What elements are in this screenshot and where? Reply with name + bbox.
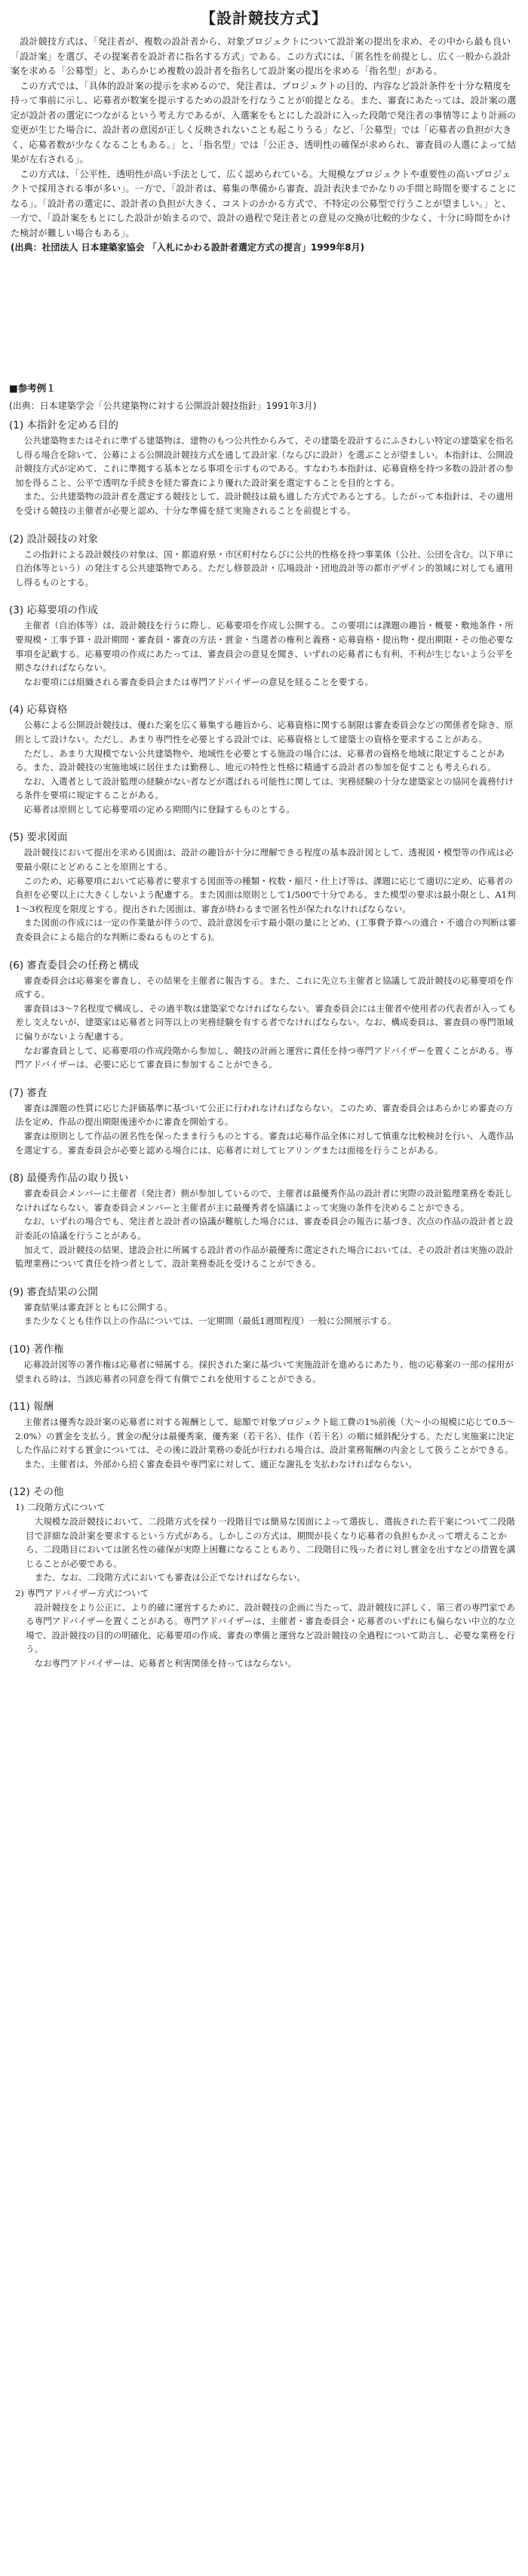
section-heading: (1) 本指針を定める目的 [9,419,118,431]
section-paragraph: 応募設計図等の著作権は応募者に帰属する。採択された案に基づいて実施設計を進めるにあたり、他の応募案の一部の採用が望まれる時は、当該応募者の同意を得て有償でこれを使用することができる。 [15,1359,514,1384]
document-title: 【設計競技方式】 [201,9,327,27]
reference-section [9,416,519,518]
section-heading: (9) 審査結果の公開 [9,1285,98,1298]
section-paragraph: この指針による設計競技の対象は、国・都道府県・市区町村ならびに公共的性格を持つ事業体（公社、公団を含む。以下単に自治体等という）の発注する公共建築物である。ただし修景設計・広場設計・団地設計等の都市デザイン的領域に対しても適用し得るものとする。 [15,548,514,588]
subsection-heading: 2) 専門アドバイザー方式について [15,1588,149,1599]
intro-paragraph: この方式は、「公平性、透明性が高い手法として、広く認められている。大規模なプロジェクトや重要性の高いプロジェクトで採用される事が多い」。一方で、「設計者は、募集の準備から審査、設計表決までかなりの手間と時間を要することになる」。「設計者の選定に、設計者の負担が大きく、コストのかかる方式で、不特定の公募型で行うことが望ましい。」と、一方で、「設計案をもとにした設計が始まるので、設計の過程で発注者との意見の交換が比較的少なく、十分に時間をかけた検討が難しい場合もある」。 [11,168,517,238]
section-body [9,846,519,944]
reference-section [9,701,519,816]
reference-heading: ■参考例１ [9,382,56,394]
section-body [9,974,519,1072]
section-paragraph: 審査員は3～7名程度で構成し、その過半数は建築家でなければならない。審査委員会には主催者や使用者の代表者が入っても差し支えないが、建築家は応募者と同等以上の実務経験を有する者でなければならない。なお、構成委員は、審査員の専門領域に偏りがないよう配慮する。 [15,1002,517,1042]
reference-section [9,1340,519,1386]
reference-section [9,530,519,590]
reference-section [9,956,519,1072]
section-paragraph: 応募者は原則として応募要項の定める期間内に登録するものとする。 [23,803,296,815]
section-body [9,718,519,816]
intro-paragraph: 設計競技方式は、「発注者が、複数の設計者から、対象プロジェクトについて設計案の提出を求め、その中から最も良い「設計案」を選び、その提案者を設計者に指名する方式」である。この方式には、「匿名性を前提とし、広く一般から設計案を求める「公募型」と、あらかじめ複数の設計者を指名して設計案の提出を求める「指名型」がある。 [11,36,511,76]
reference-section [9,828,519,944]
section-paragraph: ただし、あまり大規模でない公共建築物や、地域性を必要とする施設の場合には、応募者の資格を地域に限定することがある。また、設計競技の実施地域に居住または勤務し、地元の特性と性格に精通する設計者の参加を促すことも考えられる。 [15,748,505,773]
reference-example [9,381,519,1683]
section-body [9,1415,519,1471]
section-heading: (10) 著作権 [9,1343,64,1356]
section-paragraph: また図面の作成には一定の作業量が伴うので、設計意図を示す最小限の量にとどめ、(工事費予算への適合・不適合の判断は審査委員会による総合的な判断に委ねるものとする)。 [15,917,517,943]
section-heading: (12) その他 [9,1486,64,1499]
reference-section [9,1169,519,1271]
section-heading: (8) 最優秀作品の取り扱い [9,1172,129,1185]
section-paragraph: 公募による公開設計競技は、優れた案を広く募集する趣旨から、応募資格に関する制限は審査委員会などの関係者を除き、原則として設けない。ただし、あまり専門性を必要とする設計では、応募資格として建築士の資格を要求することがある。 [15,720,514,745]
section-paragraph: 審査は課題の性質に応じた評価基準に基づいて公正に行われなければならない。このため、審査委員会はあらかじめ審査の方法を定め、作品の提出期限後速やかに審査を開始する。 [15,1102,514,1128]
subsection-paragraph: 大規模な設計競技において、二段階方式を採り一段階目では簡易な図面によって選抜し、選抜された若干案について二段階目で詳細な設計案を要求するという方式がある。しかしこの方式は、期間が長くなり応募者の負担もかえって増えることから、二段階目においては匿名性の確保が実際上困難になることもあり、二段階目に残った者に対し賞金を出すなどの措置を講じることが必要である。 [26,1516,516,1569]
section-heading: (11) 報酬 [9,1401,54,1414]
section-paragraph: 審査結果は審査評とともに公開する。 [23,1301,173,1313]
section-body [9,1300,519,1328]
reference-source: (出典：日本建築学会「公共建築物に対する公開設計競技指針」1991年3月) [9,401,317,411]
section-paragraph: なお、いずれの場合でも、発注者と設計者の協議が難航した場合には、審査委員会の報告に基づき、次点の作品の設計者と設計委託の協議を行うことがある。 [15,1216,514,1241]
intro-source: (出典：社団法人 日本建築家協会 「入札にかわる設計者選定方式の提言」1999年8月) [11,242,365,253]
section-heading: (2) 設計競技の対象 [9,533,98,545]
reference-sections [9,416,519,1671]
section-paragraph: 審査委員会は応募案を審査し、その結果を主催者に報告する。また、これに先立ち主催者と協議して設計競技の応募要項を作成する。 [15,975,514,1000]
section-paragraph: 主催者（自治体等）は、設計競技を行うに際し、応募要項を作成し公開する。この要項には課題の趣旨・概要・敷地条件・所要規模・工事予算・設計期間・審査員・審査の方法・賞金・当選者の権利と義務・応募資格・提出物・提出期限・その他必要な事項を記載する。応募要項の作成にあたっては、審査員会の意見を聞き、いずれの応募者にも有利、不利が生じないよう公平を期さなければならない。 [15,620,514,674]
section-body [9,1358,519,1386]
section-paragraph: 審査委員会メンバーに主催者（発注者）側が参加しているので、主催者は最優秀作品の設計者に実際の設計監理業務を委託しなければならない。審査委員会メンバーと主催者が主に最優秀者を協議によって実施の条件を決めることができる。 [15,1188,513,1213]
reference-section [9,1398,519,1471]
section-heading: (3) 応募要項の作成 [9,604,98,617]
section-paragraph: 設計競技において提出を求める図面は、設計の趣旨が十分に理解できる程度の基本設計図として、透視図・模型等の作成は必要最小限にとどめることを原則とする。 [15,847,514,873]
section-body [9,1187,519,1271]
subsection-paragraph: 設計競技をより公正に、より的確に運営するために、設計競技の企画に当たって、設計競技に詳しく、第三者の専門家である専門アドバイザーを置くことがある。専門アドバイザーは、主催者・審査委員会・応募者のいずれにも偏らない中立的な立場で、設計競技の目的の明確化、応募要項の作成、審査の準備と運営など設計競技の全過程について助言し、必要な業務を行う。 [26,1601,515,1655]
section-body [9,434,519,518]
section-paragraph: 審査は原則として作品の匿名性を保ったまま行うものとする。審査は応募作品全体に対して慎重な比較検討を行い、入選作品を選定する。審査委員会が必要と認める場合には、応募者に対してヒアリングまたは面接を行うことがある。 [15,1130,514,1156]
section-paragraph: なお、入選者として設計監理の経験がない者などが選ばれる可能性に関しては、実務経験の十分な建築家との協同を義務付ける条件を要項に規定することがある。 [15,775,514,801]
subsection-body [9,1601,519,1671]
intro-paragraph: この方式では、「具体的設計案の提示を求めるので、発注者は、プロジェクトの目的、内容など設計条件を十分な精度を持って事前に示し、応募者が数案を提示するための設計を行なうことが前提となる。また、審査にあたっては、設計案の選定が設計者の選定につながるという考え方であるが、入選案をもとにした設計に入った段階で発注者の事情等により計画の変更が生じた場合に、設計者の意図が正しく反映されないことも起こりうる」など、「公募型」では「応募者の負担が大きく、応募者数が少なくなることもある。」と、「指名型」では「公正さ、透明性の確保が求められ、審査員の人選によって結果が左右される」。 [11,80,517,164]
section-paragraph: なお要項には組織される審査委員会または専門アドバイザーの意見を経ることを要する。 [23,676,374,687]
subsection-paragraph: また、なお、二段階方式においても審査は公正でなければならない。 [34,1572,306,1583]
section-heading: (4) 応募資格 [9,704,68,717]
section-heading: (7) 審査 [9,1086,48,1099]
reference-section [9,1084,519,1157]
section-body [9,548,519,590]
subsection-heading: 1) 二段階方式について [15,1502,106,1513]
reference-section [9,601,519,689]
section-body [9,619,519,689]
section-paragraph: 公共建築物またはそれに準ずる建築物は、建物のもつ公共性からみて、その建築を設計するにふさわしい特定の建築家を指名し得る場合を除いて、公募による公開設計競技方式を通して設計家（ならびに設計）を選ぶことが望ましい。本指針は、公開設計競技方式が定めて、これに準拠する基本となる事項を示すものである。すなわち本指針は、応募資格を持つ多数の設計者の参加を得ること、公平で透明な手続きを経た審査により優れた設計案を選定することを目的とする。 [15,435,514,488]
intro-section [11,35,517,256]
section-paragraph: 加えて、設計競技の結果、建設会社に所属する設計者の作品が最優秀に選定された場合においては、その設計者は実施の設計監理業務について責任を持つ者として、設計業務委託を受けることができる。 [15,1244,514,1270]
section-body [9,1101,519,1157]
subsection-paragraph: なお専門アドバイザーは、応募者と利害関係を持ってはならない。 [34,1658,297,1669]
section-paragraph: 主催者は優秀な設計案の応募者に対する報酬として、総額で対象プロジェクト総工費の1%前後（大～小の規模に応じて0.5～2.0%）の賞金を支払う。賞金の配分は最優秀案、優秀案（若干名）、佳作（若干名）の順に傾斜配分する。ただし実施案に決定した作品に対する賞金については、その後に設計業務の委託が行われる場合は、設計業務報酬の内金として扱うことができる。 [15,1417,515,1456]
section-paragraph: また、主催者は、外部から招く審査委員や専門家に対して、適正な謝礼を支払わなければならない。 [23,1458,418,1469]
section-paragraph: なお審査員として、応募要項の作成段階から参加し、競技の計画と運営に責任を持つ専門アドバイザーを置くことがある。専門アドバイザーは、必要に応じて審査員に参加することができる。 [15,1045,514,1070]
section-paragraph: このため、応募要項において応募者に要求する図面等の種類・枚数・縮尺・仕上げ等は、課題に応じて適切に定め、応募者の負担を必要以上に大きくしないよう配慮する。また図面は原則として1/500で十分である。また模型の要求は最小限とし、A1判1～3枚程度を限度とする。提出された図面は、審査が終わるまで匿名性が保たれなければならない。 [15,875,516,914]
reference-section [9,1283,519,1328]
subsection-body [9,1515,519,1585]
section-heading: (5) 要求図面 [9,831,68,844]
section-paragraph: また少なくとも佳作以上の作品については、一定期間（最低1週間程度）一般に公開展示する。 [23,1316,397,1327]
section-paragraph: また、公共建築物の設計者を選定する競技として、設計競技は最も適した方式であるとする。したがって本指針は、その適用を受ける競技の主催者が必要と認め、十分な準備を経て実施されることを前提とする。 [15,491,514,516]
reference-section-other [9,1483,519,1670]
section-heading: (6) 審査委員会の任務と構成 [9,959,139,972]
